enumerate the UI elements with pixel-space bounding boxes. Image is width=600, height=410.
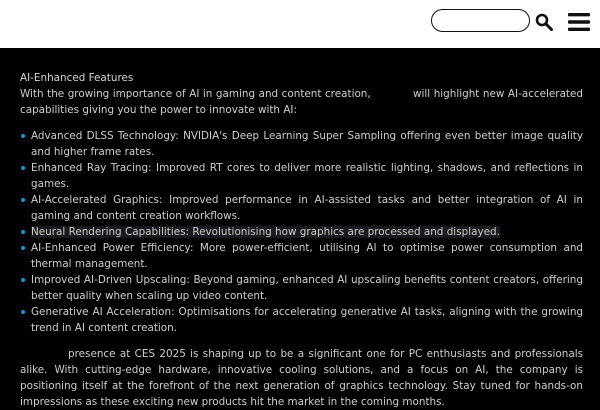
list-item: Neural Rendering Capabilities: Revolutionising how graphics are processed and displayed.	[20, 224, 583, 240]
search-input[interactable]	[431, 9, 530, 32]
intro-paragraph: With the growing importance of AI in gaming and content creation, will highlight new AI-accelerated capabilities giving you the power to innovate with AI:	[20, 88, 587, 116]
list-item: Advanced DLSS Technology: NVIDIA's Deep Learning Super Sampling offering even better image quality and higher frame rates.	[20, 128, 583, 160]
bullet-icon	[21, 198, 25, 202]
list-item: AI-Enhanced Power Efficiency: More power-efficient, utilising AI to optimise power consumption and thermal management.	[20, 240, 583, 272]
bullet-icon	[21, 278, 25, 282]
search-icon[interactable]	[535, 13, 553, 31]
bullet-icon	[21, 246, 25, 250]
top-navigation-bar	[0, 0, 600, 48]
feature-list	[20, 128, 583, 336]
list-item: Generative AI Acceleration: Optimisations for accelerating generative AI tasks, aligning with the growing trend in AI content creation.	[20, 304, 583, 336]
list-item: Improved AI-Driven Upscaling: Beyond gaming, enhanced AI upscaling benefits content creators, offering better quality when scaling up video content.	[20, 272, 583, 304]
list-item: Enhanced Ray Tracing: Improved RT cores to deliver more realistic lighting, shadows, and reflections in games.	[20, 160, 583, 192]
bullet-icon	[21, 230, 25, 234]
bullet-icon	[21, 166, 25, 170]
bullet-icon	[21, 310, 25, 314]
list-item: AI-Accelerated Graphics: Improved performance in AI-assisted tasks and better integration of AI in gaming and content creation workflows.	[20, 192, 583, 224]
article-body	[20, 70, 587, 410]
bullet-icon	[21, 134, 25, 138]
hamburger-menu-icon[interactable]	[568, 13, 590, 31]
closing-paragraph: presence at CES 2025 is shaping up to be a significant one for PC enthusiasts and professionals alike. With cutting-edge hardware, innovative cooling solutions, and a focus on AI, the company is positioning itself at the forefront of the next generation of graphics technology. Stay tuned for hands-on impressions as these exciting new products hit the market in the coming months.	[20, 348, 583, 408]
section-heading: AI-Enhanced Features	[20, 72, 134, 84]
